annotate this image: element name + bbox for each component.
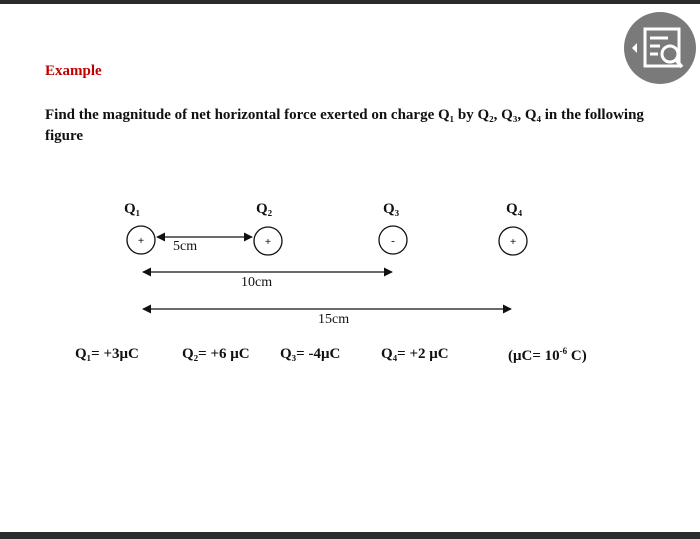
- charge-sign: -: [391, 235, 395, 247]
- charge-value-q2: Q₂= +6 μC: [182, 346, 250, 362]
- charge-q3: [379, 226, 407, 254]
- charge-q1: [127, 226, 155, 254]
- charge-value-q3: Q₃= -4μC: [280, 346, 341, 362]
- unit-note-prefix: (μC= 10: [508, 348, 560, 364]
- distance-label-10cm: 10cm: [241, 275, 273, 290]
- charge-sign: +: [264, 236, 272, 248]
- example-heading: Example: [45, 63, 102, 79]
- charge-label-q3: Q₃: [383, 201, 400, 217]
- charge-value-q4: Q₄= +2 μC: [381, 346, 449, 362]
- distance-label-15cm: 15cm: [318, 312, 350, 327]
- distance-label-5cm: 5cm: [173, 239, 198, 254]
- charge-sign: +: [509, 236, 517, 248]
- charge-label-q2: Q₂: [256, 201, 273, 217]
- unit-note-exponent: -6: [559, 346, 568, 356]
- charge-values-row: [0, 346, 700, 370]
- charge-label-q4: Q₄: [506, 201, 523, 217]
- charge-sign: +: [137, 235, 145, 247]
- question-text: Find the magnitude of net horizontal force exerted on charge Q₁ by Q₂, Q₃, Q₄ in the following figure: [45, 107, 644, 144]
- charge-label-q1: Q₁: [124, 201, 141, 217]
- charge-value-q1: Q₁= +3μC: [75, 346, 139, 362]
- bottom-border: [0, 532, 700, 539]
- charge-q4: [499, 227, 527, 255]
- unit-note-suffix: C): [567, 348, 587, 364]
- unit-conversion-note: [508, 346, 587, 365]
- charge-q2: [254, 227, 282, 255]
